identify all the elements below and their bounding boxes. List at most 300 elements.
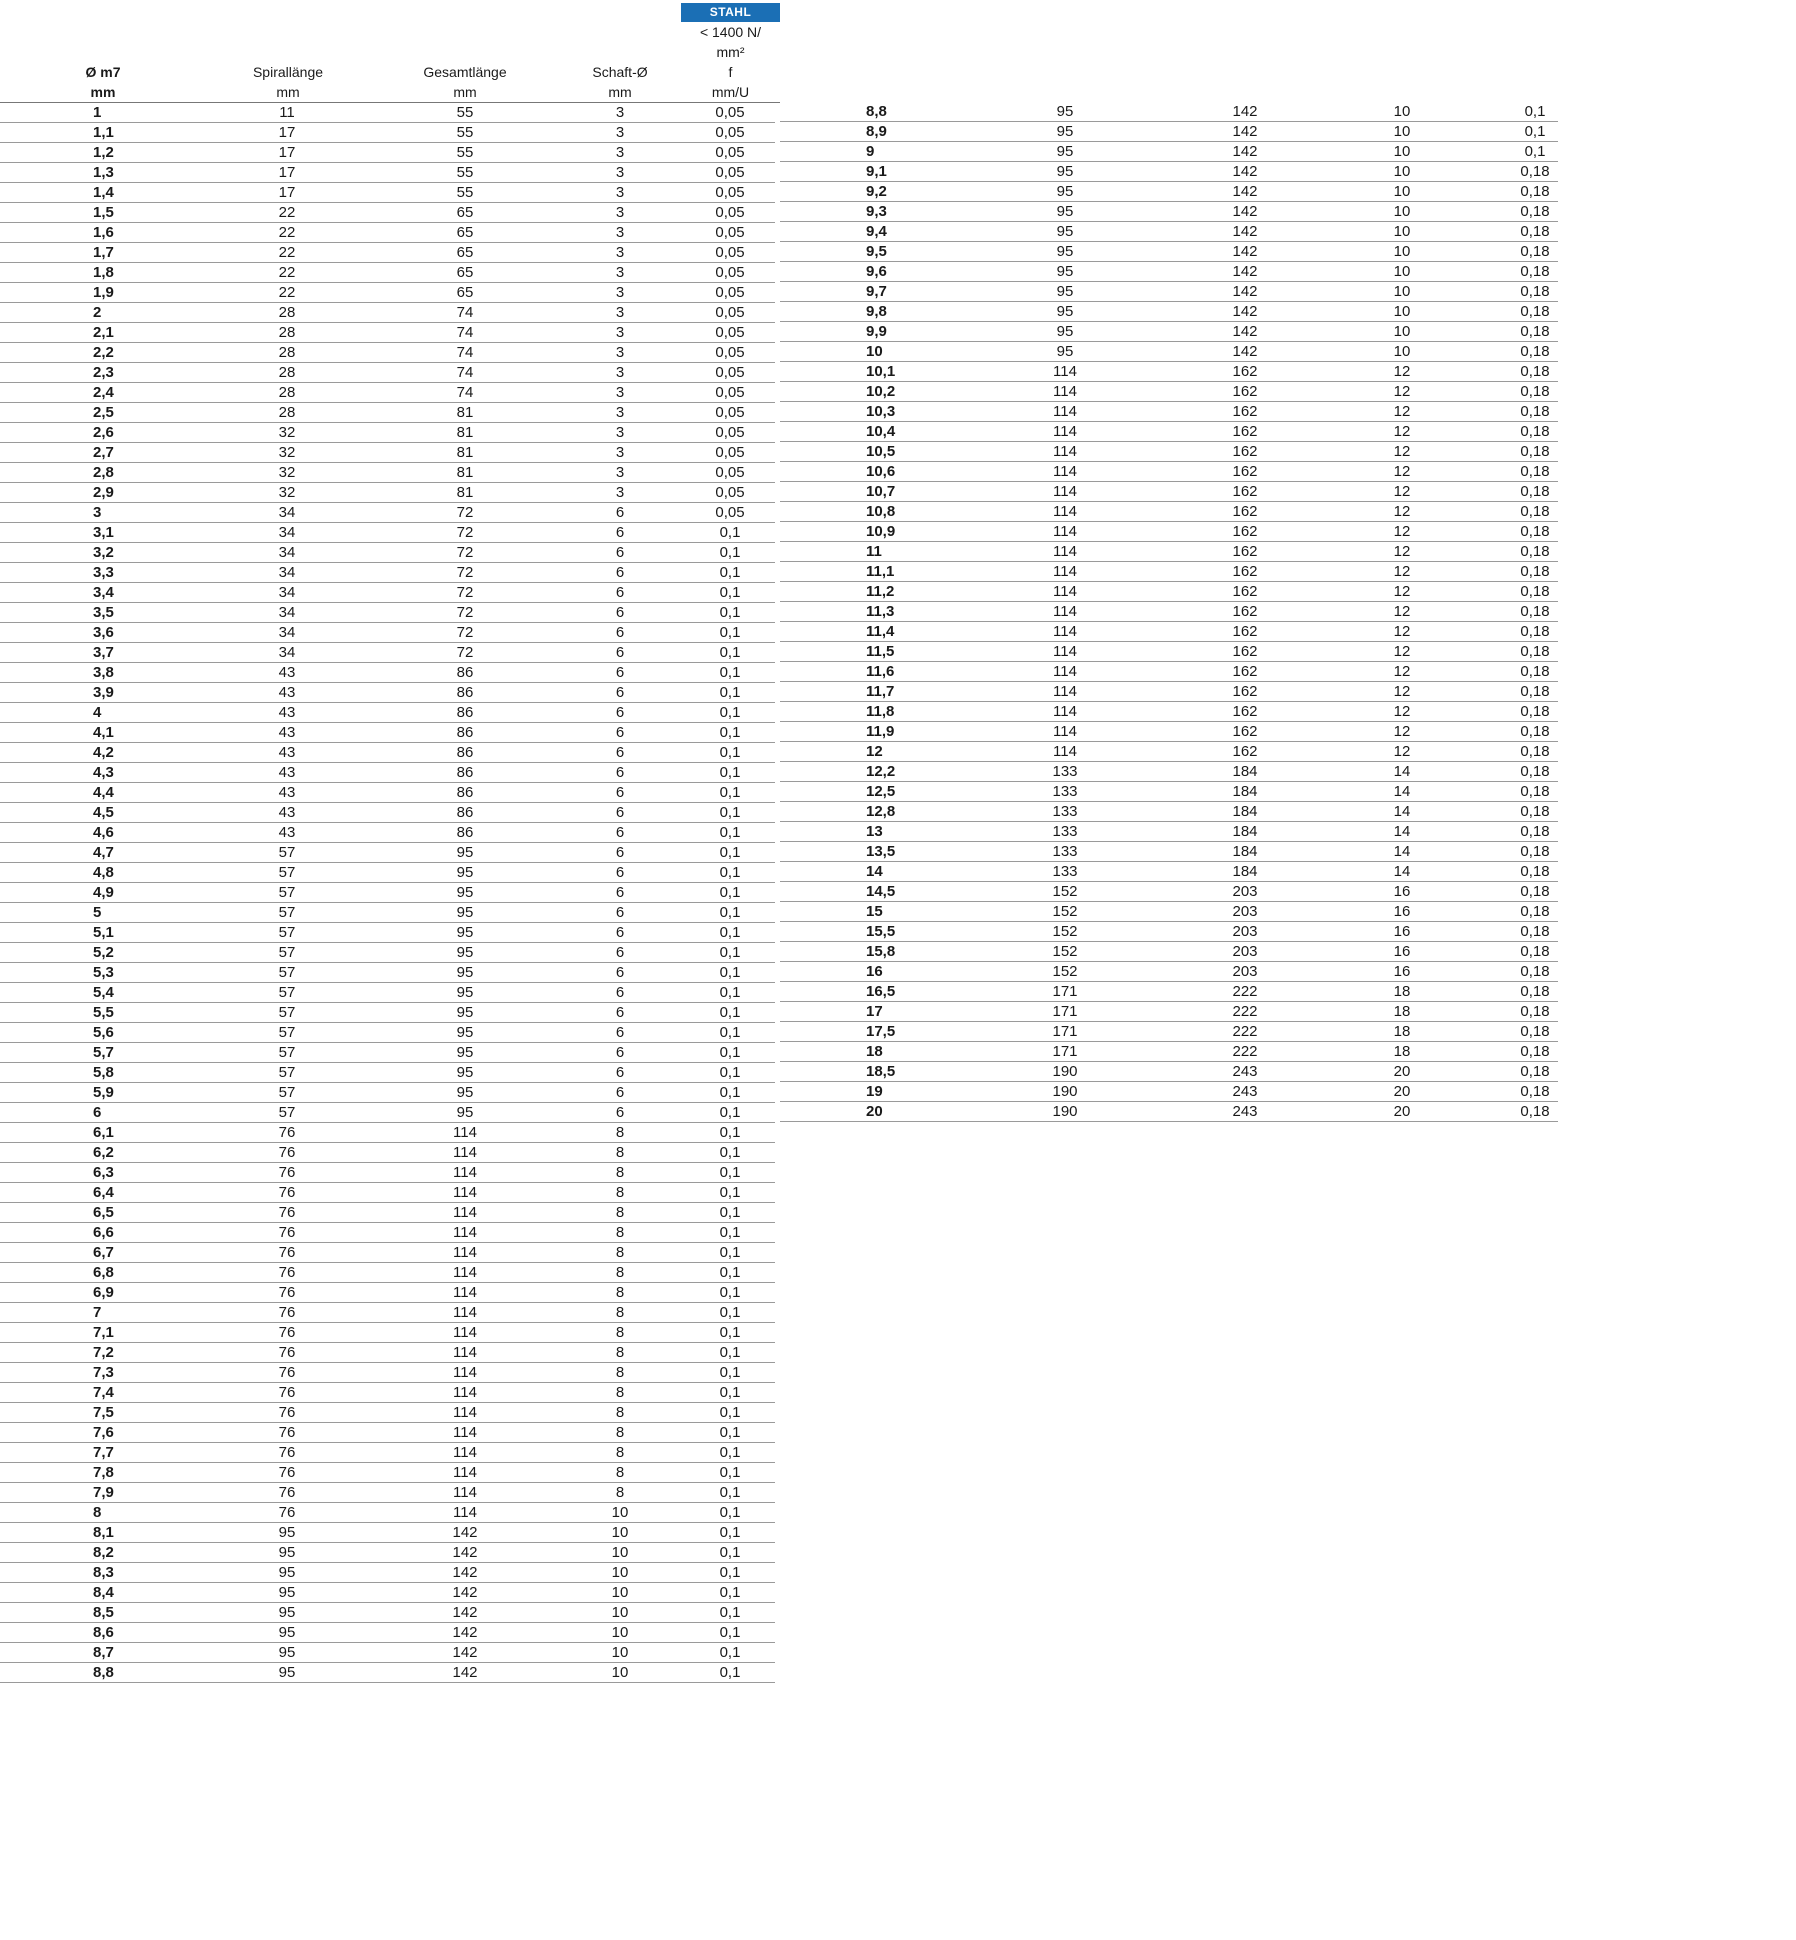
table-row xyxy=(0,1643,775,1663)
feed-cell: 0,1 xyxy=(719,784,741,801)
table-row xyxy=(0,1143,775,1163)
total-length-cell: 114 xyxy=(453,1424,477,1441)
diameter-cell: 1,7 xyxy=(93,244,114,261)
total-length-cell: 72 xyxy=(456,504,474,521)
table-row xyxy=(780,902,1558,922)
shank-diameter-cell: 10 xyxy=(1393,143,1411,160)
total-length-cell: 162 xyxy=(1232,503,1258,520)
total-length-cell: 162 xyxy=(1232,423,1258,440)
shank-diameter-cell: 3 xyxy=(615,124,625,141)
feed-cell: 0,1 xyxy=(719,1444,741,1461)
total-length-cell: 86 xyxy=(456,804,474,821)
diameter-cell: 5,9 xyxy=(93,1084,114,1101)
feed-cell: 0,1 xyxy=(719,584,741,601)
total-length-cell: 72 xyxy=(456,624,474,641)
table-row xyxy=(780,1082,1558,1102)
shank-diameter-cell: 18 xyxy=(1393,1023,1411,1040)
total-length-cell: 184 xyxy=(1232,823,1258,840)
total-length-cell: 72 xyxy=(456,644,474,661)
flute-length-cell: 95 xyxy=(1056,283,1074,300)
shank-diameter-cell: 6 xyxy=(615,944,625,961)
feed-cell: 0,18 xyxy=(1520,743,1550,760)
flute-length-cell: 95 xyxy=(1056,243,1074,260)
table-row xyxy=(0,1243,775,1263)
shank-diameter-cell: 8 xyxy=(615,1264,625,1281)
flute-length-cell: 34 xyxy=(278,584,296,601)
total-length-cell: 142 xyxy=(1232,123,1258,140)
total-length-cell: 142 xyxy=(1232,343,1258,360)
shank-diameter-cell: 6 xyxy=(615,564,625,581)
shank-diameter-cell: 10 xyxy=(1393,243,1411,260)
table-row xyxy=(780,382,1558,402)
flute-length-cell: 22 xyxy=(278,284,296,301)
diameter-cell: 5,5 xyxy=(93,1004,114,1021)
table-row xyxy=(0,223,775,243)
flute-length-cell: 11 xyxy=(279,104,295,121)
shank-diameter-cell: 12 xyxy=(1393,403,1411,420)
shank-diameter-cell: 3 xyxy=(615,244,625,261)
table-row xyxy=(0,883,775,903)
diameter-cell: 8,6 xyxy=(93,1624,114,1641)
table-row xyxy=(0,683,775,703)
feed-cell: 0,05 xyxy=(715,124,745,141)
table-row xyxy=(780,1042,1558,1062)
flute-length-cell: 28 xyxy=(278,404,296,421)
flute-length-cell: 95 xyxy=(1056,303,1074,320)
table-row xyxy=(780,102,1558,122)
table-row xyxy=(0,103,775,123)
feed-cell: 0,1 xyxy=(719,1044,741,1061)
diameter-cell: 5,1 xyxy=(93,924,114,941)
feed-cell: 0,1 xyxy=(719,1164,741,1181)
shank-diameter-cell: 12 xyxy=(1393,543,1411,560)
feed-cell: 0,1 xyxy=(719,644,741,661)
table-row xyxy=(0,343,775,363)
flute-length-cell: 114 xyxy=(1053,483,1077,500)
feed-cell: 0,05 xyxy=(715,184,745,201)
table-row xyxy=(0,983,775,1003)
total-length-cell: 222 xyxy=(1232,1023,1258,1040)
table-row xyxy=(0,583,775,603)
feed-cell: 0,18 xyxy=(1520,883,1550,900)
diameter-cell: 5,7 xyxy=(93,1044,114,1061)
table-row xyxy=(0,243,775,263)
table-row xyxy=(0,923,775,943)
shank-diameter-cell: 18 xyxy=(1393,1003,1411,1020)
table-row xyxy=(0,1663,775,1683)
table-row xyxy=(780,702,1558,722)
diameter-cell: 1,8 xyxy=(93,264,114,281)
table-row xyxy=(780,802,1558,822)
flute-length-cell: 114 xyxy=(1053,463,1077,480)
feed-cell: 0,18 xyxy=(1520,263,1550,280)
shank-diameter-cell: 10 xyxy=(1393,103,1411,120)
diameter-cell: 5,6 xyxy=(93,1024,114,1041)
flute-length-cell: 114 xyxy=(1053,603,1077,620)
total-length-cell: 142 xyxy=(1232,263,1258,280)
shank-diameter-cell: 14 xyxy=(1393,783,1411,800)
total-length-cell: 142 xyxy=(1232,183,1258,200)
diameter-cell: 3,1 xyxy=(93,524,114,541)
total-length-cell: 81 xyxy=(456,484,474,501)
diameter-cell: 7,7 xyxy=(93,1444,114,1461)
flute-length-cell: 95 xyxy=(1056,183,1074,200)
feed-cell: 0,1 xyxy=(719,1424,741,1441)
flute-length-cell: 57 xyxy=(278,864,296,881)
diameter-cell: 11 xyxy=(866,543,882,560)
diameter-cell: 16 xyxy=(866,963,883,980)
feed-cell: 0,1 xyxy=(719,1624,741,1641)
total-length-cell: 184 xyxy=(1232,783,1258,800)
shank-diameter-cell: 6 xyxy=(615,1004,625,1021)
diameter-cell: 15,8 xyxy=(866,943,896,960)
shank-diameter-cell: 3 xyxy=(615,304,625,321)
flute-length-cell: 57 xyxy=(278,944,296,961)
table-row xyxy=(780,282,1558,302)
flute-length-cell: 76 xyxy=(278,1284,296,1301)
total-length-cell: 95 xyxy=(456,844,474,861)
diameter-cell: 6,4 xyxy=(93,1184,114,1201)
table-row xyxy=(0,443,775,463)
total-length-cell: 72 xyxy=(456,584,474,601)
diameter-cell: 10,9 xyxy=(866,523,896,540)
shank-diameter-cell: 10 xyxy=(1393,123,1411,140)
shank-diameter-cell: 6 xyxy=(615,904,625,921)
feed-cell: 0,1 xyxy=(719,1244,741,1261)
table-row xyxy=(780,1022,1558,1042)
feed-cell: 0,1 xyxy=(719,1104,741,1121)
diameter-cell: 2,7 xyxy=(93,444,114,461)
header-feed-unit: mm/U xyxy=(711,84,750,100)
flute-length-cell: 95 xyxy=(1056,263,1074,280)
feed-cell: 0,1 xyxy=(719,1264,741,1281)
shank-diameter-cell: 6 xyxy=(615,984,625,1001)
total-length-cell: 74 xyxy=(456,344,474,361)
feed-cell: 0,1 xyxy=(719,704,741,721)
shank-diameter-cell: 10 xyxy=(611,1624,629,1641)
total-length-cell: 95 xyxy=(456,964,474,981)
diameter-cell: 5,8 xyxy=(93,1064,114,1081)
feed-cell: 0,05 xyxy=(715,404,745,421)
shank-diameter-cell: 3 xyxy=(615,184,625,201)
diameter-cell: 18 xyxy=(866,1043,883,1060)
total-length-cell: 95 xyxy=(456,984,474,1001)
feed-cell: 0,18 xyxy=(1520,723,1550,740)
shank-diameter-cell: 10 xyxy=(1393,343,1411,360)
shank-diameter-cell: 8 xyxy=(615,1284,625,1301)
table-row xyxy=(0,1463,775,1483)
feed-cell: 0,18 xyxy=(1520,303,1550,320)
shank-diameter-cell: 10 xyxy=(611,1504,629,1521)
diameter-cell: 2,4 xyxy=(93,384,114,401)
feed-cell: 0,1 xyxy=(719,1124,741,1141)
total-length-cell: 55 xyxy=(456,184,474,201)
total-length-cell: 114 xyxy=(453,1164,477,1181)
total-length-cell: 86 xyxy=(456,664,474,681)
feed-cell: 0,18 xyxy=(1520,1083,1550,1100)
table-row xyxy=(0,1303,775,1323)
table-row xyxy=(780,982,1558,1002)
feed-cell: 0,1 xyxy=(719,684,741,701)
total-length-cell: 95 xyxy=(456,864,474,881)
diameter-cell: 2,3 xyxy=(93,364,114,381)
diameter-cell: 6,1 xyxy=(93,1124,114,1141)
shank-diameter-cell: 6 xyxy=(615,544,625,561)
diameter-cell: 10,3 xyxy=(866,403,896,420)
total-length-cell: 203 xyxy=(1232,883,1258,900)
table-row xyxy=(0,183,775,203)
shank-diameter-cell: 3 xyxy=(615,424,625,441)
total-length-cell: 65 xyxy=(456,264,474,281)
flute-length-cell: 190 xyxy=(1052,1063,1078,1080)
diameter-cell: 1,5 xyxy=(93,204,114,221)
table-row xyxy=(780,422,1558,442)
table-row xyxy=(0,783,775,803)
material-badge-steel: STAHL xyxy=(681,3,780,22)
flute-length-cell: 57 xyxy=(278,904,296,921)
flute-length-cell: 76 xyxy=(278,1364,296,1381)
table-row xyxy=(0,403,775,423)
flute-length-cell: 43 xyxy=(278,704,296,721)
flute-length-cell: 76 xyxy=(278,1304,296,1321)
diameter-cell: 7,2 xyxy=(93,1344,114,1361)
table-row xyxy=(0,623,775,643)
shank-diameter-cell: 6 xyxy=(615,784,625,801)
flute-length-cell: 114 xyxy=(1053,423,1077,440)
table-row xyxy=(780,122,1558,142)
total-length-cell: 142 xyxy=(1232,283,1258,300)
total-length-cell: 162 xyxy=(1232,363,1258,380)
flute-length-cell: 34 xyxy=(278,544,296,561)
feed-cell: 0,1 xyxy=(719,764,741,781)
shank-diameter-cell: 6 xyxy=(615,764,625,781)
table-row xyxy=(0,703,775,723)
shank-diameter-cell: 20 xyxy=(1393,1083,1411,1100)
flute-length-cell: 114 xyxy=(1053,583,1077,600)
flute-length-cell: 114 xyxy=(1053,503,1077,520)
diameter-cell: 7,4 xyxy=(93,1384,114,1401)
total-length-cell: 114 xyxy=(453,1184,477,1201)
total-length-cell: 142 xyxy=(1232,103,1258,120)
flute-length-cell: 95 xyxy=(278,1564,296,1581)
feed-cell: 0,1 xyxy=(1524,123,1546,140)
feed-cell: 0,1 xyxy=(719,944,741,961)
diameter-cell: 8,9 xyxy=(866,123,887,140)
table-row xyxy=(0,163,775,183)
shank-diameter-cell: 10 xyxy=(1393,283,1411,300)
feed-cell: 0,1 xyxy=(719,1644,741,1661)
diameter-cell: 6,6 xyxy=(93,1224,114,1241)
total-length-cell: 162 xyxy=(1232,443,1258,460)
shank-diameter-cell: 3 xyxy=(615,484,625,501)
flute-length-cell: 57 xyxy=(278,1104,296,1121)
total-length-cell: 74 xyxy=(456,364,474,381)
feed-cell: 0,05 xyxy=(715,344,745,361)
table-row xyxy=(780,582,1558,602)
diameter-cell: 8,8 xyxy=(93,1664,114,1681)
total-length-cell: 86 xyxy=(456,784,474,801)
flute-length-cell: 95 xyxy=(278,1524,296,1541)
flute-length-cell: 171 xyxy=(1052,1003,1078,1020)
total-length-cell: 184 xyxy=(1232,803,1258,820)
feed-cell: 0,18 xyxy=(1520,623,1550,640)
diameter-cell: 4,9 xyxy=(93,884,114,901)
shank-diameter-cell: 10 xyxy=(611,1544,629,1561)
shank-diameter-cell: 8 xyxy=(615,1304,625,1321)
flute-length-cell: 76 xyxy=(278,1384,296,1401)
total-length-cell: 72 xyxy=(456,564,474,581)
shank-diameter-cell: 10 xyxy=(611,1584,629,1601)
diameter-cell: 9,9 xyxy=(866,323,887,340)
diameter-cell: 17 xyxy=(866,1003,883,1020)
shank-diameter-cell: 6 xyxy=(615,684,625,701)
table-row xyxy=(780,862,1558,882)
diameter-cell: 8 xyxy=(93,1504,102,1521)
flute-length-cell: 22 xyxy=(278,204,296,221)
table-row xyxy=(780,302,1558,322)
total-length-cell: 184 xyxy=(1232,863,1258,880)
table-row xyxy=(0,1263,775,1283)
table-row xyxy=(0,1283,775,1303)
flute-length-cell: 171 xyxy=(1052,1043,1078,1060)
diameter-cell: 3,8 xyxy=(93,664,114,681)
table-row xyxy=(0,303,775,323)
table-row xyxy=(780,922,1558,942)
table-row xyxy=(0,1583,775,1603)
feed-cell: 0,1 xyxy=(719,1604,741,1621)
feed-cell: 0,1 xyxy=(719,664,741,681)
diameter-cell: 3,7 xyxy=(93,644,114,661)
flute-length-cell: 95 xyxy=(1056,143,1074,160)
diameter-cell: 8,5 xyxy=(93,1604,114,1621)
diameter-cell: 10,7 xyxy=(866,483,896,500)
feed-cell: 0,18 xyxy=(1520,243,1550,260)
shank-diameter-cell: 16 xyxy=(1393,943,1411,960)
table-row xyxy=(780,942,1558,962)
feed-cell: 0,1 xyxy=(719,1324,741,1341)
feed-cell: 0,1 xyxy=(719,924,741,941)
flute-length-cell: 95 xyxy=(1056,223,1074,240)
table-row xyxy=(0,283,775,303)
flute-length-cell: 34 xyxy=(278,504,296,521)
total-length-cell: 55 xyxy=(456,144,474,161)
total-length-cell: 142 xyxy=(452,1524,478,1541)
total-length-cell: 114 xyxy=(453,1444,477,1461)
shank-diameter-cell: 10 xyxy=(1393,323,1411,340)
table-row xyxy=(0,1483,775,1503)
shank-diameter-cell: 3 xyxy=(615,464,625,481)
total-length-cell: 114 xyxy=(453,1344,477,1361)
shank-diameter-cell: 6 xyxy=(615,1024,625,1041)
feed-cell: 0,1 xyxy=(719,564,741,581)
feed-cell: 0,18 xyxy=(1520,783,1550,800)
strength-line-1: < 1400 N/ xyxy=(699,24,762,40)
shank-diameter-cell: 8 xyxy=(615,1204,625,1221)
feed-cell: 0,1 xyxy=(719,1144,741,1161)
feed-cell: 0,18 xyxy=(1520,323,1550,340)
feed-cell: 0,1 xyxy=(719,1184,741,1201)
diameter-cell: 7,9 xyxy=(93,1484,114,1501)
table-row xyxy=(780,222,1558,242)
table-row xyxy=(780,562,1558,582)
table-row xyxy=(0,943,775,963)
table-row xyxy=(780,362,1558,382)
total-length-cell: 95 xyxy=(456,1104,474,1121)
diameter-cell: 10 xyxy=(866,343,883,360)
shank-diameter-cell: 3 xyxy=(615,364,625,381)
shank-diameter-cell: 6 xyxy=(615,1064,625,1081)
flute-length-cell: 76 xyxy=(278,1344,296,1361)
diameter-cell: 1,2 xyxy=(93,144,114,161)
flute-length-cell: 22 xyxy=(278,264,296,281)
total-length-cell: 203 xyxy=(1232,963,1258,980)
total-length-cell: 162 xyxy=(1232,603,1258,620)
feed-cell: 0,1 xyxy=(719,1344,741,1361)
table-row xyxy=(780,342,1558,362)
shank-diameter-cell: 8 xyxy=(615,1324,625,1341)
feed-cell: 0,18 xyxy=(1520,1043,1550,1060)
flute-length-cell: 133 xyxy=(1052,803,1078,820)
diameter-cell: 2,5 xyxy=(93,404,114,421)
table-row xyxy=(0,663,775,683)
flute-length-cell: 43 xyxy=(278,744,296,761)
flute-length-cell: 114 xyxy=(1053,443,1077,460)
flute-length-cell: 76 xyxy=(278,1144,296,1161)
flute-length-cell: 114 xyxy=(1053,683,1077,700)
feed-cell: 0,05 xyxy=(715,464,745,481)
diameter-cell: 9,4 xyxy=(866,223,887,240)
diameter-cell: 11,7 xyxy=(866,683,895,700)
total-length-cell: 243 xyxy=(1232,1103,1258,1120)
total-length-cell: 114 xyxy=(453,1224,477,1241)
table-row xyxy=(0,1003,775,1023)
flute-length-cell: 32 xyxy=(278,484,296,501)
shank-diameter-cell: 8 xyxy=(615,1384,625,1401)
shank-diameter-cell: 12 xyxy=(1393,583,1411,600)
diameter-cell: 17,5 xyxy=(866,1023,896,1040)
feed-cell: 0,18 xyxy=(1520,343,1550,360)
flute-length-cell: 190 xyxy=(1052,1103,1078,1120)
total-length-cell: 95 xyxy=(456,884,474,901)
total-length-cell: 55 xyxy=(456,124,474,141)
table-row xyxy=(780,1002,1558,1022)
feed-cell: 0,18 xyxy=(1520,803,1550,820)
total-length-cell: 114 xyxy=(453,1284,477,1301)
diameter-cell: 4,3 xyxy=(93,764,114,781)
total-length-cell: 65 xyxy=(456,244,474,261)
shank-diameter-cell: 16 xyxy=(1393,963,1411,980)
table-row xyxy=(0,203,775,223)
flute-length-cell: 43 xyxy=(278,724,296,741)
table-row xyxy=(0,1603,775,1623)
total-length-cell: 114 xyxy=(453,1324,477,1341)
shank-diameter-cell: 8 xyxy=(615,1484,625,1501)
feed-cell: 0,1 xyxy=(719,1004,741,1021)
feed-cell: 0,05 xyxy=(715,244,745,261)
feed-cell: 0,1 xyxy=(719,1664,741,1681)
shank-diameter-cell: 10 xyxy=(611,1564,629,1581)
total-length-cell: 162 xyxy=(1232,743,1258,760)
shank-diameter-cell: 6 xyxy=(615,844,625,861)
diameter-cell: 11,8 xyxy=(866,703,895,720)
feed-cell: 0,1 xyxy=(719,744,741,761)
diameter-cell: 2,2 xyxy=(93,344,114,361)
flute-length-cell: 22 xyxy=(278,224,296,241)
shank-diameter-cell: 12 xyxy=(1393,463,1411,480)
table-row xyxy=(0,643,775,663)
diameter-cell: 7,6 xyxy=(93,1424,114,1441)
flute-length-cell: 114 xyxy=(1053,703,1077,720)
